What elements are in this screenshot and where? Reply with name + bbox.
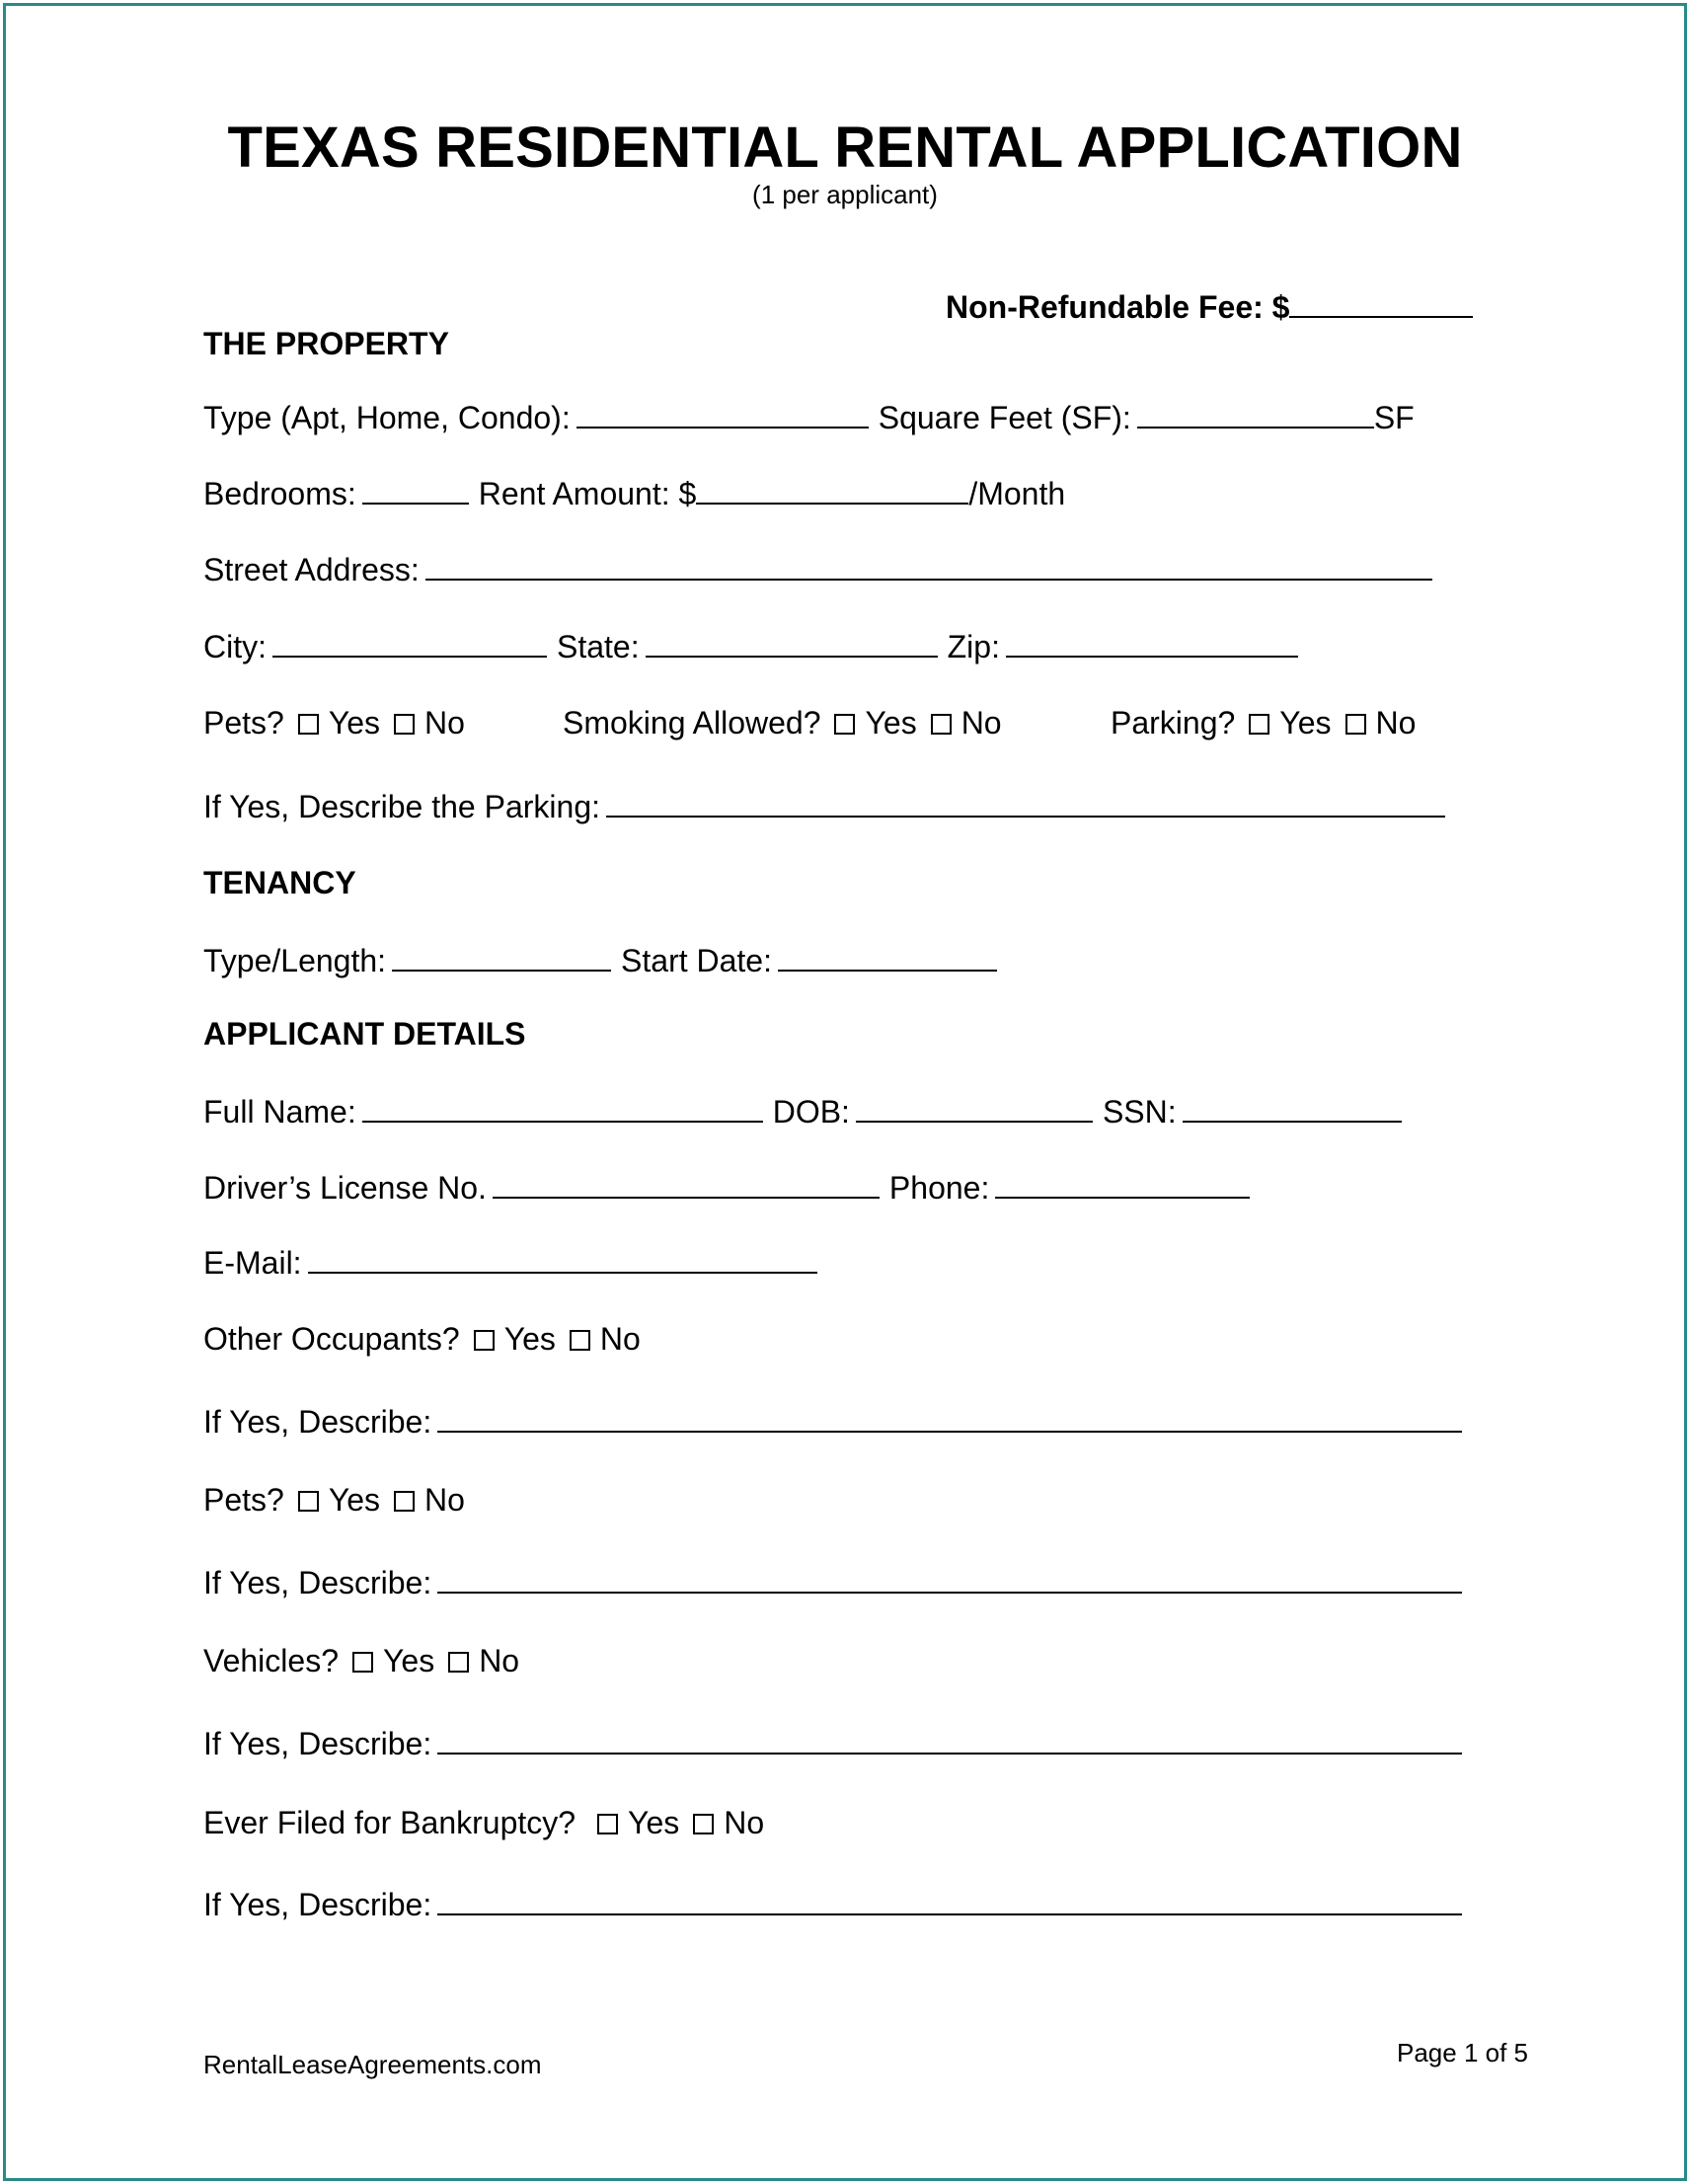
occupants-no-checkbox[interactable] — [570, 1330, 590, 1351]
tenancy-row — [203, 940, 1001, 980]
yes-label: Yes — [382, 1643, 435, 1678]
vehicles-describe-field[interactable] — [437, 1723, 1462, 1755]
email-row — [203, 1242, 821, 1283]
vehicles-row — [203, 1641, 519, 1680]
bankruptcy-row — [203, 1803, 764, 1842]
tenancy-type-field[interactable] — [392, 940, 611, 972]
email-label: E-Mail: — [203, 1245, 302, 1281]
no-label: No — [424, 705, 465, 741]
yes-label: Yes — [1279, 705, 1332, 741]
rent-unit: /Month — [968, 476, 1066, 511]
parking-label: Parking? — [1111, 705, 1236, 741]
section-applicant-heading: APPLICANT DETAILS — [203, 1016, 526, 1052]
yes-label: Yes — [865, 705, 917, 741]
applicant-pets-yes-checkbox[interactable] — [298, 1491, 319, 1512]
city-state-zip-row — [203, 626, 1302, 666]
section-property-heading: THE PROPERTY — [203, 326, 449, 361]
applicant-pets-no-checkbox[interactable] — [394, 1491, 415, 1512]
property-type-field[interactable] — [576, 397, 869, 429]
fee-label: Non-Refundable Fee: $ — [946, 289, 1290, 325]
occupants-yes-checkbox[interactable] — [474, 1330, 495, 1351]
bankruptcy-no-checkbox[interactable] — [693, 1814, 714, 1834]
zip-label: Zip: — [947, 629, 1000, 664]
dob-label: DOB: — [772, 1094, 850, 1130]
property-type-row — [203, 397, 1415, 437]
parking-describe-row — [203, 786, 1449, 826]
phone-label: Phone: — [888, 1170, 990, 1206]
parking-yes-checkbox[interactable] — [1249, 714, 1269, 735]
bedrooms-rent-row — [203, 473, 1065, 513]
ssn-field[interactable] — [1183, 1091, 1402, 1123]
parking-no-checkbox[interactable] — [1345, 714, 1366, 735]
applicant-pets-row — [203, 1480, 465, 1520]
email-field[interactable] — [308, 1242, 817, 1274]
sqft-label: Square Feet (SF): — [878, 400, 1131, 435]
city-field[interactable] — [272, 626, 547, 658]
city-label: City: — [203, 629, 267, 664]
license-phone-row — [203, 1167, 1254, 1208]
occupants-describe-field[interactable] — [437, 1401, 1462, 1433]
vehicles-describe-label: If Yes, Describe: — [203, 1726, 432, 1761]
pets-describe-row — [203, 1562, 1466, 1602]
bankruptcy-describe-row — [203, 1884, 1466, 1924]
bankruptcy-describe-label: If Yes, Describe: — [203, 1887, 432, 1922]
parking-describe-field[interactable] — [606, 786, 1445, 818]
vehicles-no-checkbox[interactable] — [448, 1652, 469, 1673]
bankruptcy-yes-checkbox[interactable] — [597, 1814, 618, 1834]
street-field[interactable] — [425, 549, 1432, 581]
dob-field[interactable] — [856, 1091, 1093, 1123]
start-date-field[interactable] — [778, 940, 997, 972]
rent-label: Rent Amount: $ — [478, 476, 697, 511]
rent-field[interactable] — [696, 473, 968, 505]
bankruptcy-describe-field[interactable] — [437, 1884, 1462, 1915]
street-label: Street Address: — [203, 552, 420, 587]
state-label: State: — [557, 629, 640, 664]
sqft-unit: SF — [1373, 400, 1415, 435]
smoking-row — [563, 703, 1002, 742]
document-subtitle: (1 per applicant) — [752, 180, 938, 209]
full-name-field[interactable] — [362, 1091, 763, 1123]
no-label: No — [960, 705, 1002, 741]
license-label: Driver’s License No. — [203, 1170, 487, 1206]
no-label: No — [424, 1482, 465, 1518]
yes-label: Yes — [503, 1321, 556, 1357]
ssn-label: SSN: — [1102, 1094, 1177, 1130]
parking-row — [1111, 703, 1416, 742]
property-pets-yes-checkbox[interactable] — [298, 714, 319, 735]
section-tenancy-heading: TENANCY — [203, 865, 356, 900]
pets-describe-field[interactable] — [437, 1562, 1462, 1594]
fee-field[interactable] — [1289, 286, 1473, 318]
property-pets-label: Pets? — [203, 705, 284, 741]
bedrooms-label: Bedrooms: — [203, 476, 356, 511]
no-label: No — [724, 1805, 765, 1840]
parking-describe-label: If Yes, Describe the Parking: — [203, 789, 600, 824]
footer-website: RentalLeaseAgreements.com — [203, 2050, 542, 2079]
no-label: No — [1375, 705, 1417, 741]
full-name-label: Full Name: — [203, 1094, 356, 1130]
street-row — [203, 549, 1436, 589]
yes-label: Yes — [628, 1805, 680, 1840]
start-date-label: Start Date: — [621, 943, 772, 978]
state-field[interactable] — [646, 626, 938, 658]
no-label: No — [479, 1643, 520, 1678]
smoking-yes-checkbox[interactable] — [834, 714, 855, 735]
document-title: TEXAS RESIDENTIAL RENTAL APPLICATION — [227, 116, 1463, 180]
bedrooms-field[interactable] — [362, 473, 469, 505]
occupants-label: Other Occupants? — [203, 1321, 460, 1357]
tenancy-type-label: Type/Length: — [203, 943, 387, 978]
name-dob-ssn-row — [203, 1091, 1406, 1131]
no-label: No — [599, 1321, 641, 1357]
vehicles-label: Vehicles? — [203, 1643, 339, 1678]
phone-field[interactable] — [995, 1167, 1250, 1199]
fee-row — [946, 286, 1477, 327]
footer-page-number: Page 1 of 5 — [1397, 2038, 1528, 2067]
property-type-label: Type (Apt, Home, Condo): — [203, 400, 571, 435]
occupants-describe-label: If Yes, Describe: — [203, 1404, 432, 1440]
license-field[interactable] — [493, 1167, 880, 1199]
vehicles-describe-row — [203, 1723, 1466, 1763]
smoking-no-checkbox[interactable] — [931, 714, 952, 735]
yes-label: Yes — [328, 1482, 381, 1518]
pets-describe-label: If Yes, Describe: — [203, 1565, 432, 1600]
occupants-row — [203, 1319, 641, 1359]
bankruptcy-label: Ever Filed for Bankruptcy? — [203, 1805, 576, 1840]
vehicles-yes-checkbox[interactable] — [352, 1652, 373, 1673]
zip-field[interactable] — [1006, 626, 1298, 658]
smoking-label: Smoking Allowed? — [563, 705, 821, 741]
occupants-describe-row — [203, 1401, 1466, 1442]
property-pets-no-checkbox[interactable] — [394, 714, 415, 735]
sqft-field[interactable] — [1137, 397, 1374, 429]
property-pets-row — [203, 703, 465, 742]
applicant-pets-label: Pets? — [203, 1482, 284, 1518]
yes-label: Yes — [328, 705, 381, 741]
